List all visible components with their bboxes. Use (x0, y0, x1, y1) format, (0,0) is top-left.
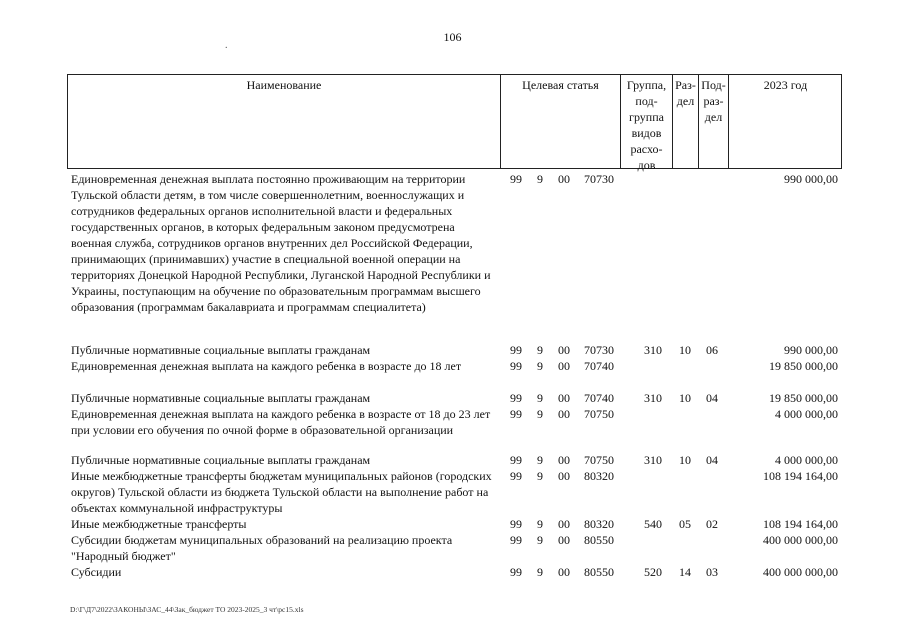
target-code-direction: 70750 (584, 407, 614, 421)
amount-2023: 990 000,00 (784, 172, 838, 186)
target-code-direction: 70750 (584, 453, 614, 467)
expense-group-code: 310 (644, 343, 662, 357)
row-name: Единовременная денежная выплата постоянно проживающим на территории Тульской области детям, в том числе совершеннолетним, военнослужащих и сотрудников федеральных органов исполнительной власти и федеральных государственных органов, в которых федеральным законом предусмотрена военная служба, сотрудников органов внутренних дел Российской Федерации, принимающих (принимавших) участие в специальной военной операции на территориях Донецкой Народной Республики, Луганской Народной Республики и Украины, поступающим на обучение по образовательным программам высшего образования (программам бакалавриата и программам специалитета) (71, 172, 491, 314)
amount-2023: 4 000 000,00 (775, 453, 838, 467)
header-target-article: Целевая статья (500, 75, 620, 168)
target-code-program: 99 (510, 517, 522, 531)
target-code-program: 99 (510, 533, 522, 547)
target-code-main: 00 (558, 565, 570, 579)
target-code-subprogram: 9 (537, 407, 543, 421)
amount-2023: 400 000 000,00 (763, 565, 838, 579)
target-code-program: 99 (510, 172, 522, 186)
row-name: Иные межбюджетные трансферты бюджетам муниципальных районов (городских округов) Тульской области из бюджета Тульской области на выполнение работ на объектах коммунальной инфраструктуры (71, 469, 492, 515)
row-name: Единовременная денежная выплата на каждого ребенка в возрасте от 18 до 23 лет при условии его обучения по очной форме в образовательной организации (71, 407, 491, 437)
target-code-main: 00 (558, 469, 570, 483)
target-code-program: 99 (510, 565, 522, 579)
row-name: Иные межбюджетные трансферты (71, 517, 247, 531)
header-expense-group: Группа, под- группа видов расхо- дов (620, 75, 672, 168)
target-code-subprogram: 9 (537, 391, 543, 405)
table-header (67, 74, 842, 172)
page-number: 106 (443, 30, 462, 44)
row-name: Единовременная денежная выплата на каждого ребенка в возрасте до 18 лет (71, 359, 462, 373)
target-code-subprogram: 9 (537, 453, 543, 467)
target-code-main: 00 (558, 172, 570, 186)
target-code-subprogram: 9 (537, 172, 543, 186)
target-code-direction: 70730 (584, 172, 614, 186)
target-code-program: 99 (510, 391, 522, 405)
target-code-main: 00 (558, 359, 570, 373)
subsection-code: 03 (706, 565, 718, 579)
target-code-subprogram: 9 (537, 565, 543, 579)
amount-2023: 108 194 164,00 (763, 469, 838, 483)
row-name: Субсидии (71, 565, 122, 579)
subsection-code: 04 (706, 391, 718, 405)
target-code-direction: 70730 (584, 343, 614, 357)
expense-group-code: 520 (644, 565, 662, 579)
amount-2023: 4 000 000,00 (775, 407, 838, 421)
expense-group-code: 540 (644, 517, 662, 531)
subsection-code: 02 (706, 517, 718, 531)
target-code-main: 00 (558, 391, 570, 405)
target-code-direction: 70740 (584, 391, 614, 405)
target-code-direction: 80320 (584, 469, 614, 483)
target-code-program: 99 (510, 469, 522, 483)
scan-speck: . (225, 40, 228, 51)
target-code-main: 00 (558, 533, 570, 547)
target-code-program: 99 (510, 407, 522, 421)
target-code-subprogram: 9 (537, 517, 543, 531)
target-code-subprogram: 9 (537, 469, 543, 483)
amount-2023: 19 850 000,00 (769, 391, 838, 405)
row-name: Публичные нормативные социальные выплаты гражданам (71, 453, 371, 467)
subsection-code: 06 (706, 343, 718, 357)
target-code-program: 99 (510, 359, 522, 373)
amount-2023: 400 000 000,00 (763, 533, 838, 547)
header-year: 2023 год (728, 75, 842, 168)
file-path-footer: D:\Г\Д7\2022\ЗАКОНЫ\ЗАС_44\Зак_бюджет ТО 2023-2025_3 чт\рс15.xls (70, 605, 304, 614)
target-code-main: 00 (558, 343, 570, 357)
target-code-program: 99 (510, 343, 522, 357)
target-code-main: 00 (558, 453, 570, 467)
target-code-main: 00 (558, 517, 570, 531)
section-code: 14 (679, 565, 691, 579)
amount-2023: 108 194 164,00 (763, 517, 838, 531)
section-code: 05 (679, 517, 691, 531)
header-subsection: Под- раз- дел (698, 75, 728, 168)
target-code-direction: 80550 (584, 565, 614, 579)
row-name: Субсидии бюджетам муниципальных образований на реализацию проекта "Народный бюджет" (71, 533, 453, 563)
header-name: Наименование (246, 78, 322, 92)
amount-2023: 990 000,00 (784, 343, 838, 357)
target-code-subprogram: 9 (537, 359, 543, 373)
expense-group-code: 310 (644, 453, 662, 467)
subsection-code: 04 (706, 453, 718, 467)
target-code-direction: 80550 (584, 533, 614, 547)
section-code: 10 (679, 391, 691, 405)
target-code-main: 00 (558, 407, 570, 421)
section-code: 10 (679, 343, 691, 357)
amount-2023: 19 850 000,00 (769, 359, 838, 373)
target-code-direction: 80320 (584, 517, 614, 531)
expense-group-code: 310 (644, 391, 662, 405)
target-code-subprogram: 9 (537, 343, 543, 357)
section-code: 10 (679, 453, 691, 467)
row-name: Публичные нормативные социальные выплаты гражданам (71, 343, 371, 357)
target-code-program: 99 (510, 453, 522, 467)
target-code-direction: 70740 (584, 359, 614, 373)
header-section: Раз- дел (672, 75, 698, 168)
row-name: Публичные нормативные социальные выплаты гражданам (71, 391, 371, 405)
target-code-subprogram: 9 (537, 533, 543, 547)
